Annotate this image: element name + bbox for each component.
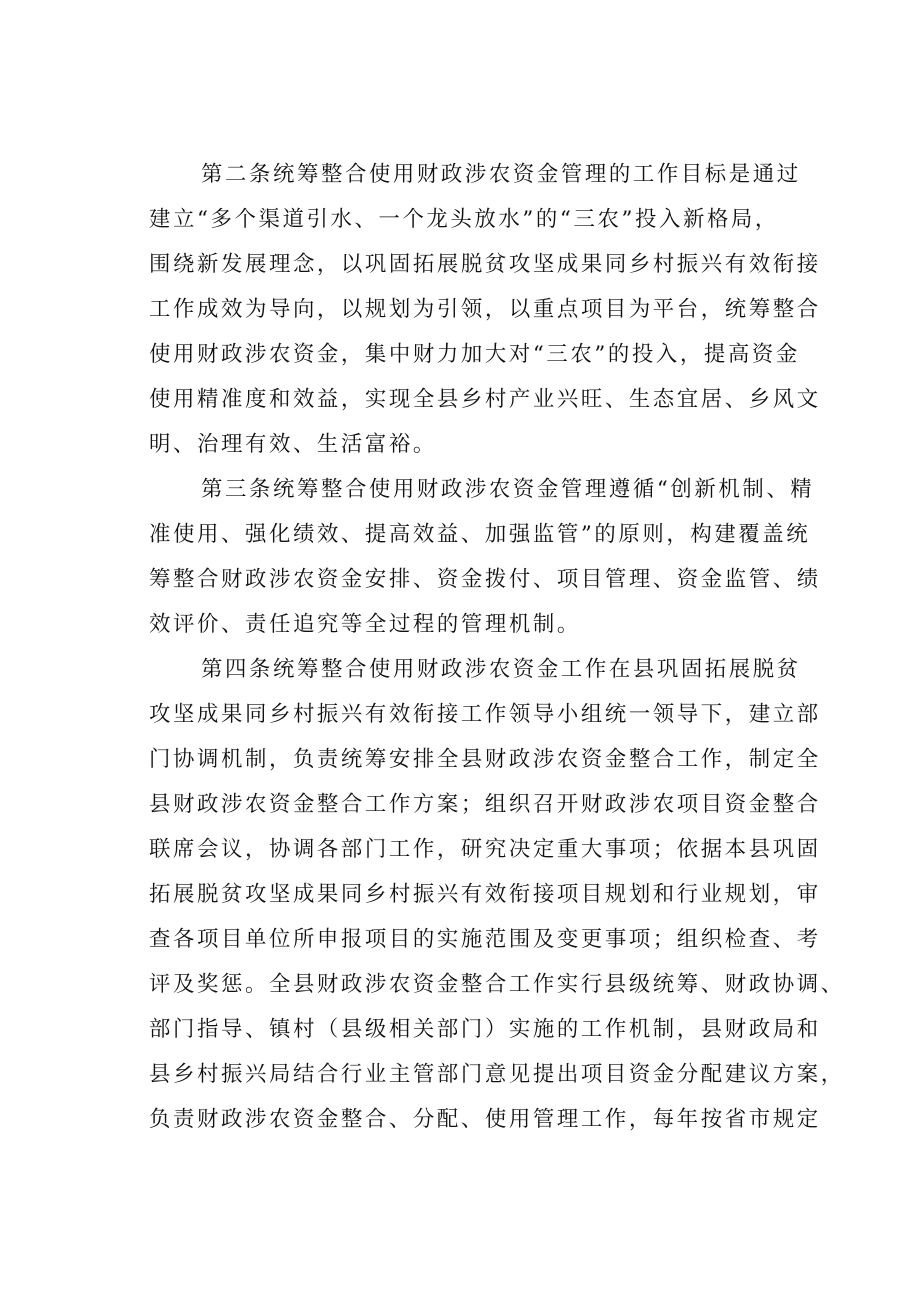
paragraph-line: 县乡村振兴局结合行业主管部门意见提出项目资金分配建议方案， xyxy=(149,1062,845,1087)
paragraph-line: 门协调机制，负责统筹安排全县财政涉农资金整合工作，制定全 xyxy=(149,747,821,772)
paragraph-line: 第四条统筹整合使用财政涉农资金工作在县巩固拓展脱贫 xyxy=(201,657,801,682)
paragraph-line: 筹整合财政涉农资金安排、资金拨付、项目管理、资金监管、绩 xyxy=(149,567,821,592)
article-3-paragraph xyxy=(149,467,821,647)
paragraph-line: 第二条统筹整合使用财政涉农资金管理的工作目标是通过 xyxy=(201,162,801,187)
paragraph-line: 评及奖惩。全县财政涉农资金整合工作实行县级统筹、财政协调、 xyxy=(149,972,845,997)
paragraph-line: 县财政涉农资金整合工作方案；组织召开财政涉农项目资金整合 xyxy=(149,792,821,817)
paragraph-line: 第三条统筹整合使用财政涉农资金管理遵循“创新机制、精 xyxy=(201,477,815,502)
paragraph-line: 准使用、强化绩效、提高效益、加强监管”的原则，构建覆盖统 xyxy=(149,522,811,547)
paragraph-line: 拓展脱贫攻坚成果同乡村振兴有效衔接项目规划和行业规划，审 xyxy=(149,882,821,907)
paragraph-line: 建立“多个渠道引水、一个龙头放水”的“三农”投入新格局， xyxy=(149,207,779,232)
paragraph-line: 明、治理有效、生活富裕。 xyxy=(149,432,437,457)
paragraph-line: 使用财政涉农资金，集中财力加大对“三农”的投入，提高资金 xyxy=(149,342,800,367)
paragraph-line: 效评价、责任追究等全过程的管理机制。 xyxy=(149,612,581,637)
paragraph-line: 负责财政涉农资金整合、分配、使用管理工作，每年按省市规定 xyxy=(149,1107,821,1132)
paragraph-line: 部门指导、镇村（县级相关部门）实施的工作机制，县财政局和 xyxy=(149,1017,821,1042)
paragraph-line: 工作成效为导向，以规划为引领，以重点项目为平台，统筹整合 xyxy=(149,297,821,322)
paragraph-line: 使用精准度和效益，实现全县乡村产业兴旺、生态宜居、乡风文 xyxy=(149,387,821,412)
document-body xyxy=(149,152,845,1142)
paragraph-line: 联席会议，协调各部门工作，研究决定重大事项；依据本县巩固 xyxy=(149,837,821,862)
paragraph-line: 攻坚成果同乡村振兴有效衔接工作领导小组统一领导下，建立部 xyxy=(149,702,821,727)
article-2-paragraph xyxy=(149,152,821,467)
paragraph-line: 围绕新发展理念，以巩固拓展脱贫攻坚成果同乡村振兴有效衔接 xyxy=(149,252,821,277)
paragraph-line: 查各项目单位所申报项目的实施范围及变更事项；组织检查、考 xyxy=(149,927,821,952)
article-4-paragraph xyxy=(149,647,845,1142)
